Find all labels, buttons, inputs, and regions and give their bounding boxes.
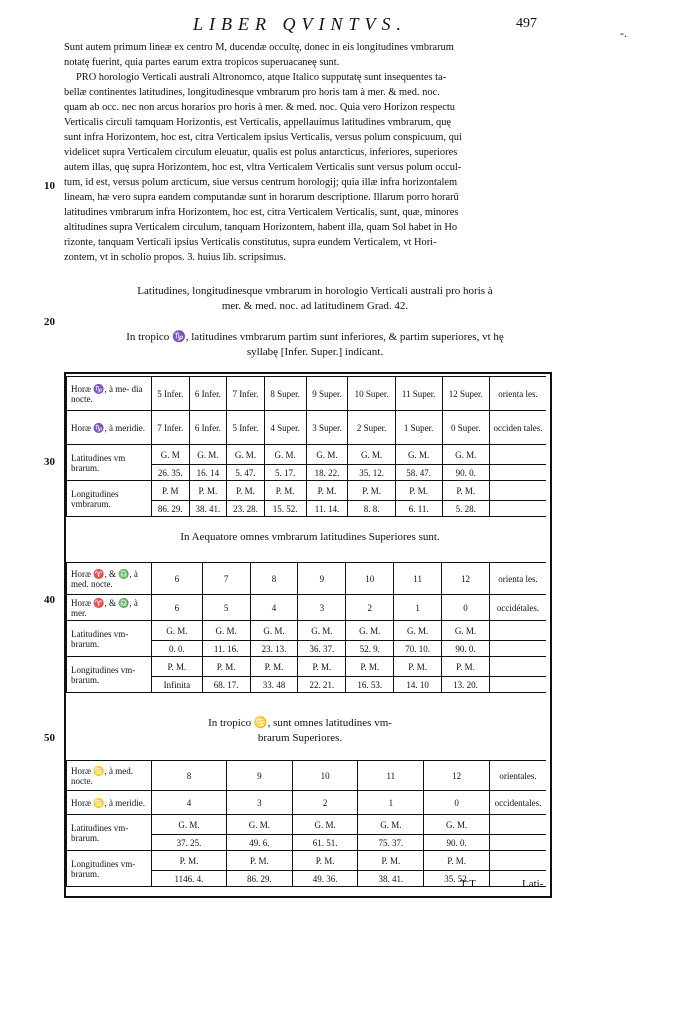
table-cell: G. M. bbox=[152, 815, 227, 835]
side-note bbox=[490, 851, 547, 871]
table-cell: G. M. bbox=[226, 815, 292, 835]
table-cell: P. M. bbox=[250, 657, 298, 677]
table-cell: 9 bbox=[226, 761, 292, 791]
table-cell: 3 Super. bbox=[306, 411, 348, 445]
section2-heading: In Aequatore omnes vmbrarum latitudines Superiores sunt. bbox=[180, 531, 440, 543]
table-cell: 13. 20. bbox=[442, 677, 490, 693]
text-line: rizonte, tanquam Verticali ipsius Verticalis constitutus, supra eundem Verticalem, vt Hori- bbox=[64, 237, 437, 248]
table-cell: G. M. bbox=[202, 621, 250, 641]
table-cell: 6 bbox=[152, 563, 203, 595]
table-cell: 68. 17. bbox=[202, 677, 250, 693]
table-cell: P. M. bbox=[298, 657, 346, 677]
table-cell: 8. 8. bbox=[348, 501, 395, 517]
table-cell: P. M. bbox=[292, 851, 358, 871]
section1-heading-line-2: syllabę [Infer. Super.] indicant. bbox=[246, 346, 384, 358]
row-label: Horæ ♈, & ♎, à mer. bbox=[67, 595, 152, 621]
table-cell: 37. 25. bbox=[152, 835, 227, 851]
table-cell: 14. 10 bbox=[394, 677, 442, 693]
table-cell: 0 bbox=[424, 791, 490, 815]
table-cell: 15. 52. bbox=[264, 501, 306, 517]
table-cell: 18. 22. bbox=[306, 465, 348, 481]
table-cell: 5. 17. bbox=[264, 465, 306, 481]
table-cell: G. M. bbox=[348, 445, 395, 465]
table-cell: 90. 0. bbox=[442, 641, 490, 657]
table-cell: Infinita bbox=[152, 677, 203, 693]
side-note: occiden tales. bbox=[490, 411, 547, 445]
table-cell: 38. 41. bbox=[358, 871, 424, 887]
side-note bbox=[490, 445, 547, 465]
side-note: orientales. bbox=[490, 761, 547, 791]
table-cell: 35. 52. bbox=[424, 871, 490, 887]
line-number-50: 50 bbox=[44, 732, 55, 744]
table-cell: G. M. bbox=[189, 445, 227, 465]
side-note bbox=[490, 835, 547, 851]
side-note bbox=[490, 641, 547, 657]
table-cell: P. M. bbox=[202, 657, 250, 677]
section-heading-equator bbox=[80, 530, 540, 545]
table-row bbox=[67, 481, 547, 501]
table-row bbox=[67, 595, 547, 621]
table-cell: 49. 36. bbox=[292, 871, 358, 887]
row-label: Horæ ♑, à me- dia nocte. bbox=[67, 377, 152, 411]
table-cell: 1 bbox=[394, 595, 442, 621]
table-row bbox=[67, 761, 547, 791]
table-cell: 7 Infer. bbox=[227, 377, 265, 411]
catchword: Lati- bbox=[522, 878, 544, 890]
text-paragraph bbox=[64, 40, 549, 265]
table-cell: 8 bbox=[152, 761, 227, 791]
table-cell: 52. 9. bbox=[346, 641, 394, 657]
table-cell: 38. 41. bbox=[189, 501, 227, 517]
section1-heading-line-1: In tropico ♑, latitudines vmbrarum partim sunt inferiores, & partim superiores, vt hę bbox=[126, 331, 504, 343]
side-note bbox=[490, 465, 547, 481]
table-cell: 2 Super. bbox=[348, 411, 395, 445]
table-row bbox=[67, 377, 547, 411]
table-cell: 12 Super. bbox=[442, 377, 489, 411]
table-row bbox=[67, 851, 547, 871]
table-cell: 3 bbox=[226, 791, 292, 815]
table-cell: P. M. bbox=[395, 481, 442, 501]
table-cell: P. M. bbox=[348, 481, 395, 501]
row-label: Latitudines vm brarum. bbox=[67, 445, 152, 481]
table-cell: P. M. bbox=[226, 851, 292, 871]
table-cell: 86. 29. bbox=[226, 871, 292, 887]
section-heading-cancer bbox=[140, 716, 460, 746]
table-cell: 36. 37. bbox=[298, 641, 346, 657]
side-note bbox=[490, 481, 547, 501]
table-cell: 9 Super. bbox=[306, 377, 348, 411]
table-equator bbox=[66, 562, 546, 693]
table-cell: 5 Infer. bbox=[152, 377, 190, 411]
line-number-20: 20 bbox=[44, 316, 55, 328]
caption-line-1: Latitudines, longitudinesque vmbrarum in horologio Verticali australi pro horis à bbox=[137, 285, 493, 297]
table-cell: 11 bbox=[358, 761, 424, 791]
table-cell: P. M. bbox=[264, 481, 306, 501]
text-line: zontem, vt in scholio propos. 3. huius lib. scripsimus. bbox=[64, 252, 286, 263]
table-cell: 12 bbox=[424, 761, 490, 791]
table-row bbox=[67, 411, 547, 445]
table-cell: 11. 14. bbox=[306, 501, 348, 517]
line-number-10: 10 bbox=[44, 180, 55, 192]
table-tropic-cancer bbox=[66, 760, 546, 887]
table-cell: G. M. bbox=[346, 621, 394, 641]
table-cell: 1146. 4. bbox=[152, 871, 227, 887]
table-cell: 4 bbox=[250, 595, 298, 621]
table-cell: 5. 47. bbox=[227, 465, 265, 481]
table-cell: 0. 0. bbox=[152, 641, 203, 657]
table-cell: 6 bbox=[152, 595, 203, 621]
table-cell: P. M. bbox=[358, 851, 424, 871]
text-line: latitudines vmbrarum infra Horizontem, hoc est, citra Verticalem Verticalis, sunt, quæ, minores bbox=[64, 207, 459, 218]
text-line: Verticalis circuli tamquam Horizontis, est Verticalis, appellauimus latitudines vmbrarum, quę bbox=[64, 117, 452, 128]
table-cell: G. M. bbox=[395, 445, 442, 465]
table-cell: P. M. bbox=[442, 657, 490, 677]
table-cell: 16. 14 bbox=[189, 465, 227, 481]
table-cell: G. M. bbox=[250, 621, 298, 641]
table-cell: P. M bbox=[152, 481, 190, 501]
table-cell: G. M. bbox=[306, 445, 348, 465]
table-cell: 4 bbox=[152, 791, 227, 815]
side-note bbox=[490, 501, 547, 517]
text-line: tum, id est, versus polum arcticum, siue versus centrum horologij; quia illæ infra horizontalem bbox=[64, 177, 458, 188]
table-cell: G. M. bbox=[442, 621, 490, 641]
table-cell: P. M. bbox=[152, 851, 227, 871]
table-cell: 0 Super. bbox=[442, 411, 489, 445]
table-cell: 5. 28. bbox=[442, 501, 489, 517]
table-cell: P. M. bbox=[424, 851, 490, 871]
row-label: Horæ ♋, à meridie. bbox=[67, 791, 152, 815]
table-cell: G. M. bbox=[292, 815, 358, 835]
side-note: orienta les. bbox=[490, 563, 547, 595]
table-cell: 26. 35. bbox=[152, 465, 190, 481]
table-cell: 11 Super. bbox=[395, 377, 442, 411]
table-cell: 5 bbox=[202, 595, 250, 621]
table-cell: P. M. bbox=[442, 481, 489, 501]
side-note: occidétales. bbox=[490, 595, 547, 621]
table-cell: 49. 6. bbox=[226, 835, 292, 851]
table-cell: 8 bbox=[250, 563, 298, 595]
table-cell: 1 bbox=[358, 791, 424, 815]
table-cell: 6 Infer. bbox=[189, 411, 227, 445]
side-note: orienta les. bbox=[490, 377, 547, 411]
table-cell: 4 Super. bbox=[264, 411, 306, 445]
side-note: occidentales. bbox=[490, 791, 547, 815]
text-line: altitudines supra Verticalem circulum, tanquam Horizontem, habent illa, quam Sol habet in Ho bbox=[64, 222, 458, 233]
row-label: Horæ ♈, & ♎, à med. nocte. bbox=[67, 563, 152, 595]
table-cell: 10 bbox=[346, 563, 394, 595]
table-cell: G. M. bbox=[152, 621, 203, 641]
table-cell: G. M. bbox=[394, 621, 442, 641]
text-line: sunt infra Horizontem, hoc est, citra Verticalem ipsius Verticalis, versus polum conspicuum, qui bbox=[64, 132, 462, 143]
caption-line-2: mer. & med. noc. ad latitudinem Grad. 42. bbox=[221, 300, 409, 312]
row-label: Latitudines vm- brarum. bbox=[67, 815, 152, 851]
table-cell: G. M. bbox=[227, 445, 265, 465]
section3-heading-line-2: brarum Superiores. bbox=[257, 732, 343, 744]
signature-mark: T T bbox=[460, 878, 476, 890]
table-cell: 70. 10. bbox=[394, 641, 442, 657]
side-note bbox=[490, 621, 547, 641]
table-cell: P. M. bbox=[394, 657, 442, 677]
table-cell: G. M. bbox=[424, 815, 490, 835]
text-line: quam ab occ. nec non arcus horarios pro horis à mer. & med. noc. Quia vero Horizon respectu bbox=[64, 102, 455, 113]
table-tropic-capricorn bbox=[66, 376, 546, 517]
table-cell: 2 bbox=[292, 791, 358, 815]
table-row bbox=[67, 791, 547, 815]
table-cell: P. M. bbox=[306, 481, 348, 501]
side-note bbox=[490, 677, 547, 693]
running-head: LIBER QVINTVS. bbox=[193, 14, 407, 34]
table-cell: 16. 53. bbox=[346, 677, 394, 693]
table-cell: 90. 0. bbox=[424, 835, 490, 851]
table-cell: 12 bbox=[442, 563, 490, 595]
section3-heading-line-1: In tropico ♋, sunt omnes latitudines vm- bbox=[208, 717, 392, 729]
table-cell: 10 Super. bbox=[348, 377, 395, 411]
table-cell: G. M. bbox=[298, 621, 346, 641]
table-cell: 61. 51. bbox=[292, 835, 358, 851]
table-cell: 11 bbox=[394, 563, 442, 595]
row-label: Horæ ♑, à meridie. bbox=[67, 411, 152, 445]
table-cell: 90. 0. bbox=[442, 465, 489, 481]
row-label: Longitudines vm- brarum. bbox=[67, 851, 152, 887]
table-caption bbox=[80, 284, 550, 314]
table-cell: 58. 47. bbox=[395, 465, 442, 481]
text-line: autem illas, quę supra Horizontem, hoc est, vltra Verticalem Verticalis sunt versus polum occul- bbox=[64, 162, 462, 173]
margin-mark: -. bbox=[620, 26, 627, 40]
table-cell: 35. 12. bbox=[348, 465, 395, 481]
table-cell: 33. 48 bbox=[250, 677, 298, 693]
row-label: Longitudines vmbrarum. bbox=[67, 481, 152, 517]
table-cell: 8 Super. bbox=[264, 377, 306, 411]
table-cell: 23. 13. bbox=[250, 641, 298, 657]
line-number-40: 40 bbox=[44, 594, 55, 606]
line-number-30: 30 bbox=[44, 456, 55, 468]
table-cell: 22. 21. bbox=[298, 677, 346, 693]
side-note bbox=[490, 815, 547, 835]
table-cell: 6. 11. bbox=[395, 501, 442, 517]
table-cell: 11. 16. bbox=[202, 641, 250, 657]
page-number: 497 bbox=[516, 16, 537, 31]
table-row bbox=[67, 657, 547, 677]
table-row bbox=[67, 815, 547, 835]
table-cell: 7 Infer. bbox=[152, 411, 190, 445]
table-cell: 9 bbox=[298, 563, 346, 595]
text-line: videlicet supra Verticalem circulum eleuatur, qualis est polus antarcticus, inferiores, superiores bbox=[64, 147, 458, 158]
table-cell: 10 bbox=[292, 761, 358, 791]
table-cell: 7 bbox=[202, 563, 250, 595]
text-line: PRO horologio Verticali australi Altronomco, atque Italico supputatę sunt insequentes ta- bbox=[76, 72, 447, 83]
table-row bbox=[67, 621, 547, 641]
text-line: bellæ continentes latitudines, longitudinesque vmbrarum pro horis tam à mer. & med. noc. bbox=[64, 87, 440, 98]
table-cell: G. M. bbox=[264, 445, 306, 465]
table-cell: P. M. bbox=[227, 481, 265, 501]
row-label: Longitudines vm- brarum. bbox=[67, 657, 152, 693]
table-cell: 86. 29. bbox=[152, 501, 190, 517]
text-line: notatę fuerint, quia partes earum extra tropicos superuacaneę sunt. bbox=[64, 57, 340, 68]
table-cell: 3 bbox=[298, 595, 346, 621]
table-cell: G. M. bbox=[442, 445, 489, 465]
table-cell: 2 bbox=[346, 595, 394, 621]
side-note bbox=[490, 657, 547, 677]
table-cell: 6 Infer. bbox=[189, 377, 227, 411]
table-cell: P. M. bbox=[189, 481, 227, 501]
table-cell: 1 Super. bbox=[395, 411, 442, 445]
table-cell: P. M. bbox=[152, 657, 203, 677]
table-cell: 0 bbox=[442, 595, 490, 621]
table-row bbox=[67, 445, 547, 465]
table-cell: G. M bbox=[152, 445, 190, 465]
table-cell: 75. 37. bbox=[358, 835, 424, 851]
section-heading-capricorn bbox=[80, 330, 550, 360]
row-label: Horæ ♋, à med. nocte. bbox=[67, 761, 152, 791]
table-cell: 23. 28. bbox=[227, 501, 265, 517]
text-line: Sunt autem primum lineæ ex centro M, ducendæ occultę, donec in eis longitudines vmbrarum bbox=[64, 42, 454, 53]
table-cell: 5 Infer. bbox=[227, 411, 265, 445]
table-cell: P. M. bbox=[346, 657, 394, 677]
table-cell: G. M. bbox=[358, 815, 424, 835]
row-label: Latitudines vm- brarum. bbox=[67, 621, 152, 657]
text-line: lineam, hæ vero supra eandem computandæ sunt in horarum descriptione. Illarum porro horarū bbox=[64, 192, 459, 203]
table-row bbox=[67, 563, 547, 595]
